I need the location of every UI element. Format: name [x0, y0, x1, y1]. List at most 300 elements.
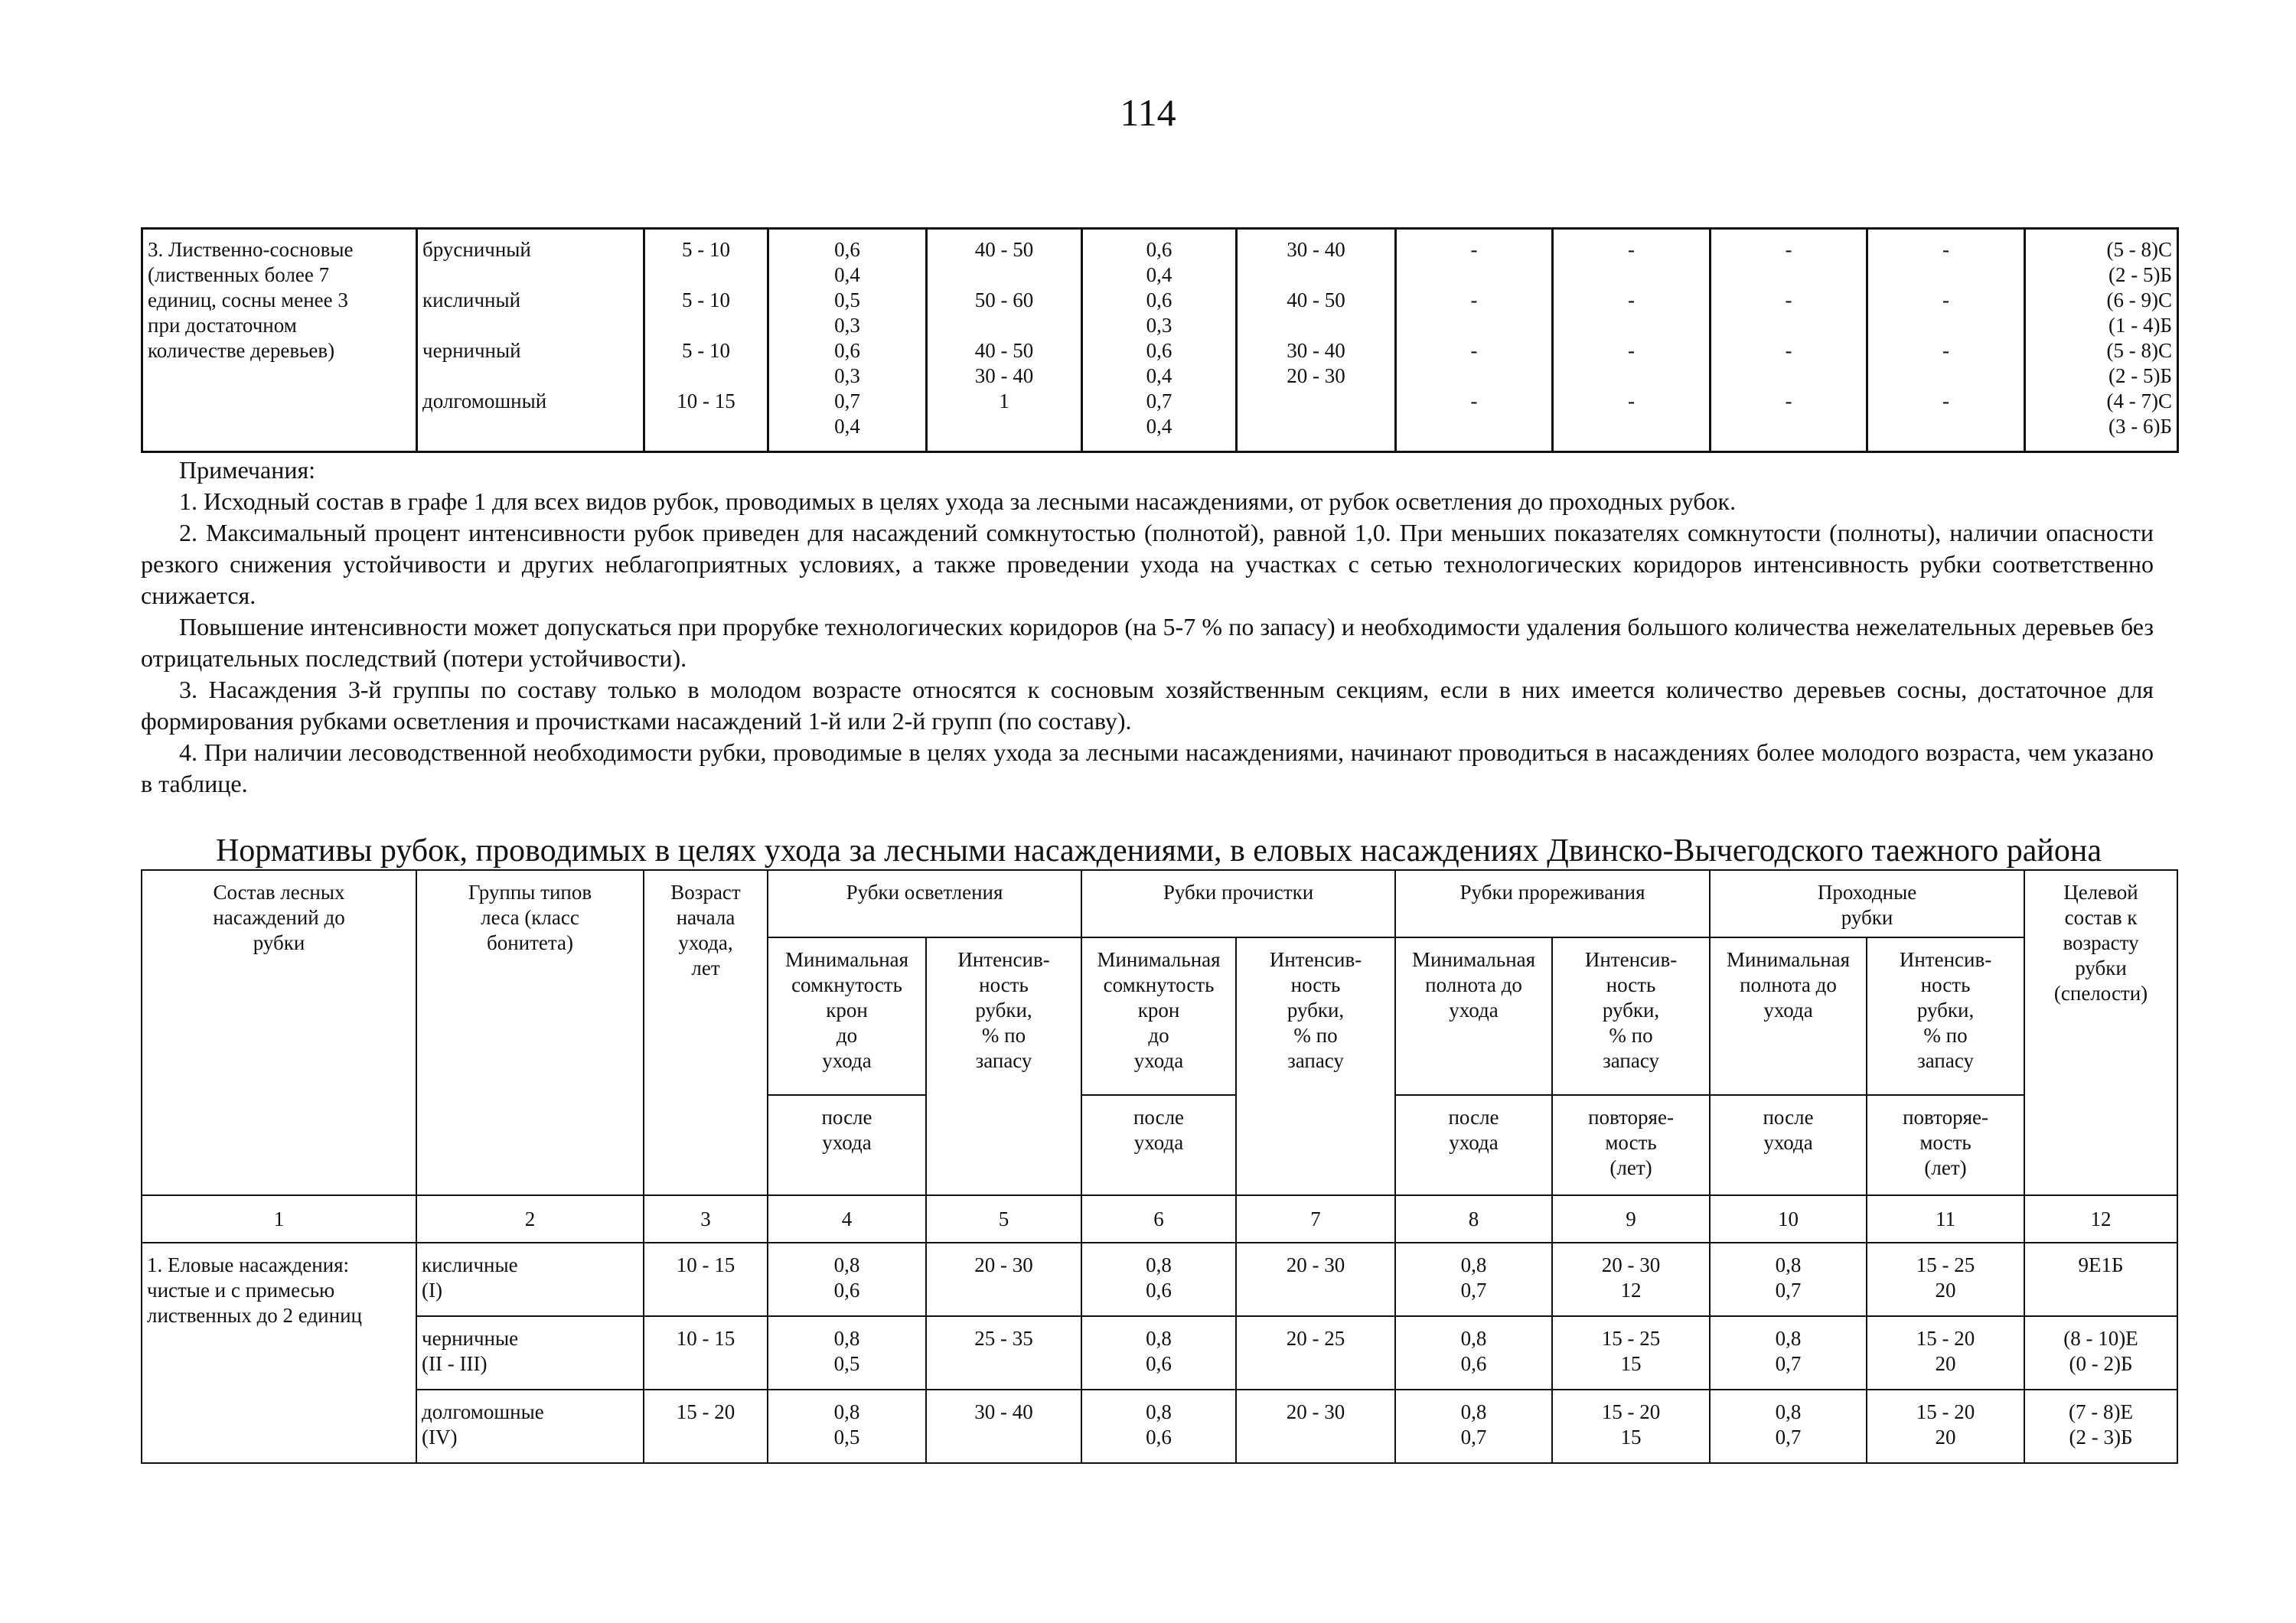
cell-line: 25 - 35 [974, 1327, 1033, 1350]
cell-line: кисличный [422, 288, 521, 311]
header-line: повторяе- [1903, 1106, 1988, 1129]
header-line: ухода [822, 1131, 872, 1154]
cell-line: 15 - 20 [1601, 1400, 1661, 1423]
column-number: 12 [2024, 1195, 2177, 1243]
header-line: до [836, 1024, 858, 1047]
notes-section [141, 455, 2154, 800]
cell-line: 30 - 40 [1287, 339, 1345, 362]
cell-line [1716, 363, 1861, 389]
cell-line: (3 - 6)Б [2108, 415, 2172, 438]
header-line: после [821, 1106, 872, 1129]
closure-cell [1081, 1316, 1236, 1390]
intensity-cell [1236, 1316, 1395, 1390]
header-after-care [768, 1095, 926, 1195]
column-number: 10 [1710, 1195, 1867, 1243]
header-line: рубки, [1287, 999, 1345, 1022]
cell-line: 0,7 [1775, 1352, 1802, 1375]
header-line: Интенсив- [1584, 948, 1678, 971]
cell-line [1558, 363, 1704, 389]
cell-line: 10 - 15 [676, 1253, 735, 1276]
header-line: после [1133, 1106, 1185, 1129]
cell-line: 40 - 50 [1287, 288, 1345, 311]
table-row [142, 1316, 2177, 1390]
cell-line: 0,8 [1146, 1327, 1172, 1350]
age-cell [644, 1316, 768, 1390]
cell-line: 0,6 [1146, 1426, 1172, 1449]
cell-line: (1 - 4)Б [2108, 314, 2172, 337]
header-line: запасу [1603, 1049, 1659, 1072]
density-cell [1710, 1390, 1867, 1463]
note-paragraph: 2. Максимальный процент интенсивности рубок приведен для насаждений сомкнутостью (полнотой), равной 1,0. При меньших показателях сомкнутости (полноты), наличии опасности резкого снижения устойчивости и других неблагоприятных условиях, а также проведении ухода на участках с сетью технологических коридоров интенсивность рубки соответственно снижается. [141, 519, 2154, 609]
note-paragraph: Повышение интенсивности может допускаться при прорубке технологических коридоров (на 5-7 % по запасу) и необходимости удаления большого количества нежелательных деревьев без отрицательных последствий (потери устойчивости). [141, 613, 2154, 672]
cell-line: (I) [422, 1279, 442, 1302]
closure-cell [1081, 1390, 1236, 1463]
notes-title: Примечания: [179, 456, 316, 484]
column-number: 9 [1552, 1195, 1710, 1243]
cell-line: 9Е1Б [2078, 1253, 2124, 1276]
header-line: полнота до [1740, 973, 1837, 996]
cell-line: (4 - 7)С [2106, 389, 2172, 412]
cell-line: 5 - 10 [682, 288, 730, 311]
header-prohodnye [1710, 870, 2024, 937]
cell-line: 50 - 60 [974, 288, 1034, 311]
header-intensity [1552, 937, 1710, 1095]
table-title: Нормативы рубок, проводимых в целях ухода за лесными насаждениями, в еловых насаждениях Двинско-Вычегодского таежного района [215, 833, 2102, 869]
cell-line: 0,8 [1775, 1327, 1802, 1350]
header-line: ность [1920, 973, 1971, 996]
header-line: Рубки осветления [846, 881, 1003, 904]
header-line: Интенсив- [957, 948, 1050, 971]
header-line: Минимальная [1726, 948, 1851, 971]
cell-line: 0,6 [834, 339, 860, 362]
cell-line: - [1628, 288, 1635, 311]
cell-line: 30 - 40 [974, 1400, 1033, 1423]
group-line: 1. Еловые насаждения: [147, 1253, 350, 1276]
density-cell [1396, 229, 1553, 452]
header-line: ухода [1763, 999, 1813, 1022]
spruce-norms-table [141, 869, 2178, 1464]
header-line: запасу [1287, 1049, 1344, 1072]
column-number: 3 [644, 1195, 768, 1243]
cell-line [932, 262, 1076, 288]
header-line: ухода [1133, 1049, 1184, 1072]
cell-line [1242, 389, 1390, 414]
header-line: ность [1606, 973, 1656, 996]
header-prochistki [1081, 870, 1395, 937]
cell-line: 0,6 [1146, 339, 1172, 362]
cell-line: 0,3 [1146, 314, 1172, 337]
cell-line: 0,6 [1460, 1352, 1487, 1375]
cell-line: 0,6 [1146, 1352, 1172, 1375]
cell-line: 0,8 [1775, 1400, 1802, 1423]
target-composition-cell [2024, 1243, 2177, 1316]
header-line: сомкнутость [1103, 973, 1215, 996]
cell-line: - [1942, 288, 1949, 311]
column-number-row [142, 1195, 2177, 1243]
cell-line [1401, 313, 1547, 338]
column-number: 11 [1867, 1195, 2024, 1243]
cell-line: 0,5 [833, 1352, 860, 1375]
cell-line [2030, 1278, 2172, 1303]
cell-line: - [1628, 339, 1635, 362]
density-cell [1395, 1316, 1552, 1390]
header-line: возрасту [2063, 931, 2139, 954]
age-cell [644, 229, 768, 452]
intensity-cell [1867, 229, 2025, 452]
cell-line: - [1470, 288, 1478, 311]
header-line: ухода [1763, 1131, 1813, 1154]
header-line: повторяе- [1588, 1106, 1674, 1129]
cell-line: 0,7 [834, 389, 860, 412]
cell-line: 0,7 [1775, 1279, 1802, 1302]
cell-line: 0,6 [834, 238, 860, 261]
cell-line: 0,7 [1460, 1279, 1487, 1302]
table-row [142, 1390, 2177, 1463]
density-cell [1395, 1390, 1552, 1463]
header-intensity [1236, 937, 1395, 1195]
header-line: % по [1293, 1024, 1338, 1047]
target-composition-cell [2024, 1316, 2177, 1390]
cell-line [650, 363, 762, 389]
cell-line: кисличные [422, 1253, 518, 1276]
cell-line: (6 - 9)С [2106, 288, 2172, 311]
cell-line: 0,4 [1146, 263, 1172, 286]
cell-line: (2 - 5)Б [2108, 364, 2172, 387]
intensity-cell [926, 1390, 1081, 1463]
cell-line [650, 313, 762, 338]
forest-type-cell [416, 1316, 644, 1390]
cell-line: 15 - 25 [1916, 1253, 1975, 1276]
group-line: при достаточном [148, 314, 297, 337]
forest-type-cell [416, 1243, 644, 1316]
cell-line: черничные [422, 1327, 519, 1350]
density-cell [1710, 1243, 1867, 1316]
cell-line [1242, 262, 1390, 288]
cell-line: (2 - 5)Б [2108, 263, 2172, 286]
cell-line: - [1785, 389, 1792, 412]
table-row [142, 229, 2178, 452]
group-line: (лиственных более 7 [148, 263, 330, 286]
cell-line [1873, 313, 2019, 338]
cell-line [932, 414, 1076, 439]
cell-line: - [1628, 389, 1635, 412]
column-number: 5 [926, 1195, 1081, 1243]
cell-line: 15 - 25 [1601, 1327, 1661, 1350]
header-after-care [1710, 1095, 1867, 1195]
header-line: сомкнутость [791, 973, 902, 996]
header-line: состав к [2064, 906, 2138, 929]
header-line: ность [979, 973, 1029, 996]
header-repeatability [1867, 1095, 2024, 1195]
cell-line: 5 - 10 [682, 339, 730, 362]
header-line: полнота до [1425, 973, 1522, 996]
intensity-cell [1552, 1316, 1710, 1390]
intensity-cell [1237, 229, 1396, 452]
cell-line: (7 - 8)Е [2069, 1400, 2134, 1423]
header-line: Целевой [2063, 881, 2138, 904]
group-cell [142, 1243, 416, 1463]
header-line: ухода [1449, 1131, 1499, 1154]
closure-cell [768, 1390, 926, 1463]
cell-line: 0,8 [1460, 1253, 1487, 1276]
cell-line: 15 [1620, 1426, 1642, 1449]
header-min-closure [1081, 937, 1236, 1095]
cell-line: 20 - 30 [1287, 364, 1345, 387]
continuation-table [141, 227, 2179, 453]
group-line: лиственных до 2 единиц [147, 1304, 362, 1327]
cell-line: долгомошный [422, 389, 547, 412]
header-line: ность [1290, 973, 1341, 996]
header-line: рубки [2075, 957, 2127, 979]
header-line: после [1448, 1106, 1499, 1129]
group-cell [142, 229, 417, 452]
cell-line: 0,6 [1146, 238, 1172, 261]
header-line: леса (класс [481, 906, 579, 929]
cell-line [1558, 414, 1704, 439]
header-line: Проходные [1817, 881, 1917, 904]
header-line: после [1763, 1106, 1814, 1129]
header-line: (лет) [1924, 1156, 1967, 1179]
column-number: 6 [1081, 1195, 1236, 1243]
cell-line [1873, 262, 2019, 288]
closure-cell [768, 229, 927, 452]
header-line: насаждений до [213, 906, 345, 929]
cell-line: 10 - 15 [676, 1327, 735, 1350]
cell-line: 0,4 [1146, 415, 1172, 438]
header-line: ухода, [678, 931, 733, 954]
cell-line [1716, 262, 1861, 288]
cell-line: 0,7 [1775, 1426, 1802, 1449]
cell-line [1401, 414, 1547, 439]
cell-line: (8 - 10)Е [2063, 1327, 2138, 1350]
note-paragraph: 3. Насаждения 3-й группы по составу только в молодом возрасте относятся к сосновым хозяйственным секциям, если в них имеется количество деревьев сосны, достаточное для формирования рубками осветления и прочистками насаждений 1-й или 2-й групп (по составу). [141, 676, 2154, 735]
cell-line [1873, 414, 2019, 439]
closure-cell [768, 1316, 926, 1390]
header-line: ухода [1133, 1131, 1184, 1154]
cell-line [1401, 363, 1547, 389]
target-composition-cell [2025, 229, 2178, 452]
cell-line [1401, 262, 1547, 288]
header-line: % по [981, 1024, 1026, 1047]
cell-line: 1 [999, 389, 1009, 412]
cell-line: черничный [422, 339, 521, 362]
group-line: количестве деревьев) [148, 339, 335, 362]
column-number: 4 [768, 1195, 926, 1243]
column-number: 2 [416, 1195, 644, 1243]
cell-line: - [1785, 339, 1792, 362]
cell-line: 0,5 [833, 1426, 860, 1449]
header-line: крон [826, 999, 868, 1022]
cell-line: 0,8 [1146, 1253, 1172, 1276]
forest-type-cell [417, 229, 644, 452]
header-min-density [1710, 937, 1867, 1095]
cell-line [1242, 414, 1390, 439]
cell-line: 0,8 [833, 1253, 860, 1276]
cell-line: 15 [1620, 1352, 1642, 1375]
header-line: % по [1923, 1024, 1968, 1047]
cell-line: брусничный [422, 238, 531, 261]
cell-line [422, 363, 638, 389]
cell-line: - [1942, 389, 1949, 412]
header-line: мость [1605, 1131, 1657, 1154]
header-min-density [1395, 937, 1552, 1095]
cell-line: - [1942, 238, 1949, 261]
column-number: 8 [1395, 1195, 1552, 1243]
cell-line: 0,6 [833, 1279, 860, 1302]
cell-line: 0,7 [1460, 1426, 1487, 1449]
header-line: крон [1137, 999, 1180, 1022]
intensity-cell [1553, 229, 1711, 452]
intensity-cell [926, 1316, 1081, 1390]
age-cell [644, 1243, 768, 1316]
cell-line: - [1470, 238, 1478, 261]
intensity-cell [1867, 1243, 2024, 1316]
density-cell [1711, 229, 1867, 452]
density-cell [1395, 1243, 1552, 1316]
group-line: чистые и с примесью [147, 1279, 335, 1302]
cell-line: 0,4 [834, 415, 860, 438]
header-line: рубки [1841, 906, 1893, 929]
cell-line: долгомошные [422, 1400, 544, 1423]
cell-line: 0,7 [1146, 389, 1172, 412]
cell-line [422, 414, 638, 439]
cell-line: 0,6 [1146, 288, 1172, 311]
header-line: Минимальная [784, 948, 909, 971]
column-number: 1 [142, 1195, 416, 1243]
header-start-age [644, 870, 768, 1195]
header-line: бонитета) [486, 931, 574, 954]
cell-line [650, 262, 762, 288]
header-line: Рубки прочистки [1163, 881, 1314, 904]
cell-line: (2 - 3)Б [2069, 1426, 2133, 1449]
cell-line: 20 - 30 [1286, 1400, 1345, 1423]
cell-line: (5 - 8)С [2106, 339, 2172, 362]
note-paragraph: 1. Исходный состав в графе 1 для всех видов рубок, проводимых в целях ухода за лесными насаждениями, от рубок осветления до проходных рубок. [179, 487, 1737, 515]
cell-line: 10 - 15 [677, 389, 735, 412]
cell-line [1716, 414, 1861, 439]
cell-line: - [1628, 238, 1635, 261]
cell-line [1558, 262, 1704, 288]
header-intensity [1867, 937, 2024, 1095]
intensity-cell [927, 229, 1082, 452]
header-line: Интенсив- [1269, 948, 1362, 971]
cell-line: 0,3 [834, 314, 860, 337]
cell-line: 20 - 30 [1601, 1253, 1661, 1276]
cell-line: 30 - 40 [974, 364, 1034, 387]
header-after-care [1395, 1095, 1552, 1195]
header-osvetlenie [768, 870, 1081, 937]
cell-line: (0 - 2)Б [2069, 1352, 2133, 1375]
cell-line: 20 [1935, 1352, 1956, 1375]
cell-line: 0,8 [1146, 1400, 1172, 1423]
cell-line: 20 [1935, 1279, 1956, 1302]
cell-line: 0,8 [833, 1400, 860, 1423]
header-line: Минимальная [1097, 948, 1221, 971]
cell-line: - [1470, 339, 1478, 362]
cell-line: (II - III) [422, 1352, 488, 1375]
header-line: рубки, [1602, 999, 1660, 1022]
cell-line: 15 - 20 [1916, 1327, 1975, 1350]
cell-line: 40 - 50 [974, 238, 1034, 261]
header-line: % по [1609, 1024, 1653, 1047]
cell-line: 0,8 [1775, 1253, 1802, 1276]
cell-line: 0,3 [834, 364, 860, 387]
intensity-cell [1552, 1243, 1710, 1316]
header-line: начала [676, 906, 735, 929]
header-line: запасу [975, 1049, 1032, 1072]
forest-type-cell [416, 1390, 644, 1463]
cell-line [650, 414, 762, 439]
group-line: 3. Лиственно-сосновые [148, 238, 354, 261]
cell-line [422, 262, 638, 288]
header-after-care [1081, 1095, 1236, 1195]
cell-line [422, 313, 638, 338]
cell-line: 15 - 20 [676, 1400, 735, 1423]
cell-line: 12 [1620, 1279, 1642, 1302]
intensity-cell [1236, 1243, 1395, 1316]
cell-line: 20 - 25 [1286, 1327, 1345, 1350]
header-line: лет [691, 957, 720, 979]
cell-line: 0,4 [1146, 364, 1172, 387]
cell-line: 0,8 [1460, 1327, 1487, 1350]
header-line: рубки [253, 931, 305, 954]
cell-line [1716, 313, 1861, 338]
cell-line: (5 - 8)С [2106, 238, 2172, 261]
cell-line: (IV) [422, 1426, 458, 1449]
header-repeatability [1552, 1095, 1710, 1195]
cell-line: 0,5 [834, 288, 860, 311]
cell-line: 20 [1935, 1426, 1956, 1449]
header-min-closure [768, 937, 926, 1095]
cell-line: 40 - 50 [974, 339, 1034, 362]
header-row [142, 870, 2177, 937]
header-line: до [1148, 1024, 1169, 1047]
cell-line: 5 - 10 [682, 238, 730, 261]
density-cell [1710, 1316, 1867, 1390]
header-line: Возраст [670, 881, 741, 904]
cell-line: 0,4 [834, 263, 860, 286]
header-prorezhivanie [1395, 870, 1710, 937]
column-number: 7 [1236, 1195, 1395, 1243]
intensity-cell [1236, 1390, 1395, 1463]
header-line: Интенсив- [1899, 948, 1992, 971]
note-paragraph: 4. При наличии лесоводственной необходимости рубки, проводимые в целях ухода за лесными насаждениями, начинают проводиться в насаждениях более молодого возраста, чем указано в таблице. [141, 738, 2154, 797]
header-line: рубки, [1916, 999, 1975, 1022]
header-line: (спелости) [2053, 982, 2148, 1005]
closure-cell [1081, 1243, 1236, 1316]
cell-line: 0,6 [1146, 1279, 1172, 1302]
header-line: Рубки прореживания [1459, 881, 1645, 904]
cell-line: 0,8 [833, 1327, 860, 1350]
cell-line [1558, 313, 1704, 338]
cell-line: 15 - 20 [1916, 1400, 1975, 1423]
cell-line [1242, 313, 1390, 338]
cell-line: - [1785, 288, 1792, 311]
cell-line: 0,8 [1460, 1400, 1487, 1423]
cell-line: 20 - 30 [1286, 1253, 1345, 1276]
header-line: мость [1919, 1131, 1971, 1154]
header-intensity [926, 937, 1081, 1195]
cell-line: - [1470, 389, 1478, 412]
cell-line [932, 313, 1076, 338]
cell-line: - [1785, 238, 1792, 261]
header-line: запасу [1917, 1049, 1974, 1072]
header-line: Группы типов [468, 881, 592, 904]
cell-line: 20 - 30 [974, 1253, 1033, 1276]
intensity-cell [1867, 1316, 2024, 1390]
header-line: Минимальная [1411, 948, 1536, 971]
header-line: ухода [822, 1049, 872, 1072]
